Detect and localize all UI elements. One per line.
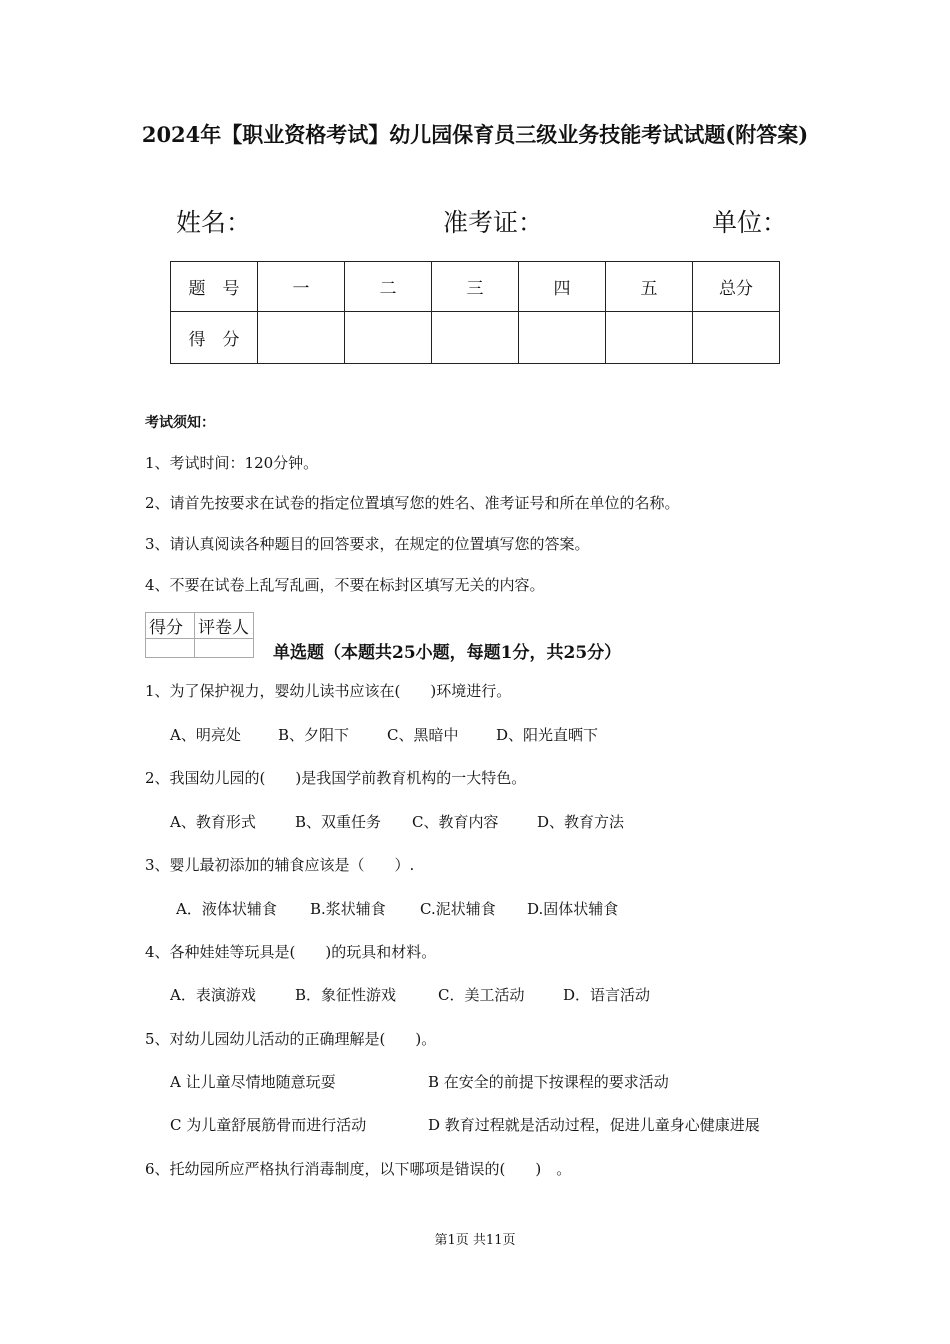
section-title: 单选题（本题共25小题，每题1分，共25分） [273,643,622,663]
score-table-cell: 得 分 [171,312,258,364]
score-input-cell[interactable] [258,312,345,364]
grader-name-label: 评卷人 [195,613,254,639]
score-table [170,261,780,364]
question-option[interactable]: C、教育内容 [412,813,499,831]
notice-item: 4、不要在试卷上乱写乱画，不要在标封区填写无关的内容。 [145,576,545,594]
score-table-cell: 四 [519,262,606,312]
score-table-cell: 总分 [693,262,780,312]
score-input-cell[interactable] [606,312,693,364]
grader-name-cell[interactable] [195,639,254,658]
grader-score-cell[interactable] [146,639,195,658]
unit-label: 单位： [712,208,788,237]
name-label: 姓名： [176,208,252,237]
question-option[interactable]: A、明亮处 [170,726,241,744]
question-option[interactable]: C 为儿童舒展筋骨而进行活动 [170,1116,367,1134]
exam-id-label: 准考证： [443,208,544,237]
question-option[interactable]: D、阳光直晒下 [496,726,599,744]
question-stem: 6、托幼园所应严格执行消毒制度，以下哪项是错误的( ) 。 [145,1160,572,1178]
score-table-score-row [171,312,780,364]
notice-item: 3、请认真阅读各种题目的回答要求，在规定的位置填写您的答案。 [145,535,590,553]
page-footer: 第1页 共11页 [434,1233,516,1248]
question-stem: 5、对幼儿园幼儿活动的正确理解是( )。 [145,1030,437,1048]
question-stem: 3、婴儿最初添加的辅食应该是（ ）. [145,856,415,874]
score-input-cell[interactable] [345,312,432,364]
grader-score-label: 得分 [146,613,195,639]
score-table-cell: 三 [432,262,519,312]
question-option[interactable]: A．表演游戏 [170,986,256,1004]
notice-item: 1、考试时间：120分钟。 [145,454,319,472]
question-option[interactable]: A、教育形式 [170,813,256,831]
question-option[interactable]: B、夕阳下 [278,726,350,744]
score-input-cell[interactable] [519,312,606,364]
question-option[interactable]: C、黑暗中 [387,726,459,744]
grader-box [145,612,254,658]
question-option[interactable]: D 教育过程就是活动过程，促进儿童身心健康进展 [428,1116,760,1134]
score-table-cell: 一 [258,262,345,312]
question-option[interactable]: B.浆状辅食 [310,900,386,918]
score-table-cell: 二 [345,262,432,312]
score-input-cell[interactable] [693,312,780,364]
question-option[interactable]: D、教育方法 [537,813,625,831]
score-table-header-row [171,262,780,312]
question-stem: 2、我国幼儿园的( )是我国学前教育机构的一大特色。 [145,769,527,787]
question-option[interactable]: B．象征性游戏 [295,986,397,1004]
question-option[interactable]: B 在安全的前提下按课程的要求活动 [428,1073,669,1091]
notice-heading: 考试须知： [145,415,215,431]
question-option[interactable]: C．美工活动 [438,986,525,1004]
score-input-cell[interactable] [432,312,519,364]
question-option[interactable]: D.固体状辅食 [527,900,619,918]
notice-item: 2、请首先按要求在试卷的指定位置填写您的姓名、准考证号和所在单位的名称。 [145,494,680,512]
question-stem: 4、各种娃娃等玩具是( )的玩具和材料。 [145,943,437,961]
question-option[interactable]: A 让儿童尽情地随意玩耍 [170,1073,336,1091]
question-stem: 1、为了保护视力，婴幼儿读书应该在( )环境进行。 [145,682,512,700]
question-option[interactable]: C.泥状辅食 [420,900,496,918]
question-option[interactable]: B、双重任务 [295,813,382,831]
page-title: 2024年【职业资格考试】幼儿园保育员三级业务技能考试试题(附答案) [141,122,809,147]
score-table-cell: 五 [606,262,693,312]
score-table-cell: 题 号 [171,262,258,312]
question-option[interactable]: D．语言活动 [563,986,651,1004]
question-option[interactable]: A．液体状辅食 [176,900,277,918]
